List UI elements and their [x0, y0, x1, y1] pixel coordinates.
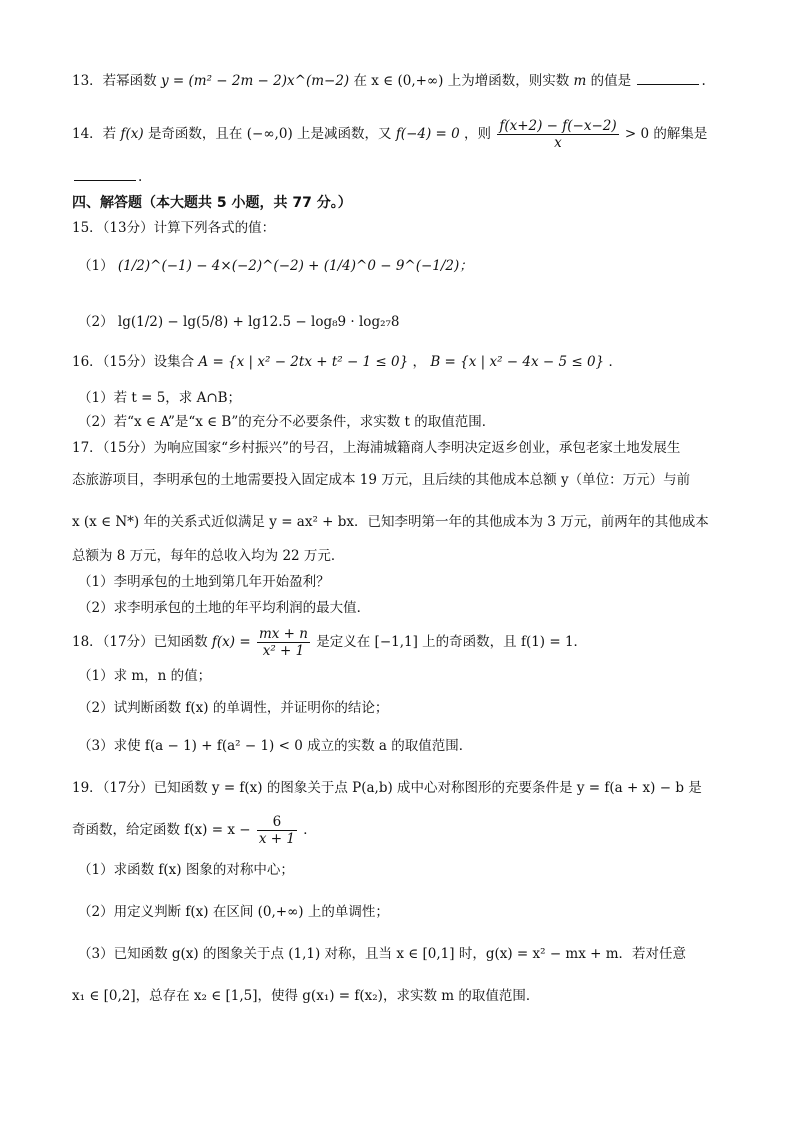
q16-setB: B = {x | x² − 4x − 5 ≤ 0}	[430, 354, 605, 370]
q14-ineq: > 0	[624, 126, 650, 143]
q13-var: m	[573, 73, 587, 89]
q13-prefix: 13．若幂函数	[72, 73, 157, 89]
q19-part2: （2）用定义判断 f(x) 在区间 (0,+∞) 上的单调性；	[78, 904, 389, 920]
q17-part1: （1）李明承包的土地到第几年开始盈利？	[78, 574, 330, 590]
q13-tail: 的值是	[590, 73, 632, 89]
q17-part2: （2）求李明承包的土地的年平均利润的最大值．	[78, 600, 371, 616]
q16-head-line	[72, 354, 622, 372]
q17-line3: x (x ∈ N*) 年的关系式近似满足 y = ax² + bx．已知李明第一年的其他成本为 3 万元，前两年的其他成本	[72, 514, 709, 530]
q19-line1: 19．（17分）已知函数 y = f(x) 的图象关于点 P(a,b) 成中心对称图形的充要条件是 y = f(a + x) − b 是	[72, 780, 702, 796]
q18-part3: （3）求使 f(a − 1) + f(a² − 1) < 0 成立的实数 a 的取值范围．	[78, 738, 473, 754]
q14-denominator: x	[554, 135, 562, 152]
q14-numerator: f(x+2) − f(−x−2)	[499, 118, 617, 134]
q16-part1: （1）若 t = 5，求 A∩B；	[78, 390, 242, 406]
q14-tail: 的解集是	[653, 126, 708, 143]
q16-sep: ，	[412, 354, 427, 370]
q13-line	[72, 72, 706, 91]
q19-part3-cont: x₁ ∈ [0,2]，总存在 x₂ ∈ [1,5]，使得 g(x₁) = f(x₂)，求实数 m 的取值范围．	[72, 988, 540, 1004]
q14-interval: (−∞,0)	[246, 126, 293, 143]
q14-text1: 是奇函数，且在	[147, 126, 243, 143]
q18-denominator: x² + 1	[262, 643, 305, 660]
q14-prefix: 14．若	[72, 126, 117, 143]
q14-fraction	[497, 118, 618, 151]
q17-line4: 总额为 8 万元，每年的总收入均为 22 万元．	[72, 548, 345, 564]
q16-head: 16．（15分）设集合	[72, 354, 195, 370]
q15-head: 15．（13分）计算下列各式的值：	[72, 220, 276, 236]
q19-part3: （3）已知函数 g(x) 的图象关于点 (1,1) 对称，且当 x ∈ [0,1] 时，g(x) = x² − mx + m．若对任意	[78, 946, 687, 962]
q15-part2	[78, 314, 400, 332]
q18-tail: 是定义在 [−1,1] 上的奇函数，且 f(1) = 1．	[316, 634, 588, 651]
q19-l2a: 奇函数，给定函数 f(x) = x −	[72, 822, 251, 839]
q14-cond: f(−4) = 0	[395, 126, 460, 143]
q14-period: .	[138, 169, 143, 185]
q17-line2: 态旅游项目，李明承包的土地需要投入固定成本 19 万元，且后续的其他成本总额 y（单位：万元）与前	[72, 472, 691, 488]
q16-end: ．	[608, 354, 622, 370]
q19-denominator: x + 1	[258, 831, 295, 848]
q13-mid: 在 x ∈ (0,+∞) 上为增函数，则实数	[353, 73, 570, 89]
q14-line	[72, 118, 707, 151]
q15-p1-expr: (1/2)^(−1) − 4×(−2)^(−2) + (1/4)^0 − 9^(−1/2)；	[117, 258, 473, 274]
q16-setA: A = {x | x² − 2tx + t² − 1 ≤ 0}	[198, 354, 409, 370]
q17-line1: 17．（15分）为响应国家“乡村振兴”的号召，上海浦城籍商人李明决定返乡创业，承包老家土地发展生	[72, 440, 681, 456]
q14-text3: ，则	[464, 126, 492, 143]
q13-period: .	[701, 73, 706, 89]
q14-text2: 上是减函数，又	[297, 126, 392, 143]
q18-head: 18．（17分）已知函数	[72, 634, 208, 651]
q19-l2b: ．	[303, 822, 317, 839]
q18-fraction	[257, 626, 310, 659]
q15-part1	[78, 258, 473, 276]
q18-numerator: mx + n	[258, 626, 308, 642]
q14-answer-blank[interactable]	[74, 168, 136, 181]
q18-head-line	[72, 626, 587, 659]
q15-p2-expr: lg(1/2) − lg(5/8) + lg12.5 − log₈9 · log₂₇8	[117, 314, 400, 330]
q14-blank-line	[72, 168, 142, 187]
q13-answer-blank[interactable]	[637, 72, 699, 85]
q15-p1-label: （1）	[78, 258, 114, 274]
q15-p2-label: （2）	[78, 314, 114, 330]
q19-line2	[72, 814, 317, 847]
q19-fraction	[257, 814, 297, 847]
q19-numerator: 6	[257, 814, 297, 831]
q18-part1: （1）求 m，n 的值；	[78, 668, 212, 684]
q13-formula: y = (m² − 2m − 2)x^(m−2)	[160, 73, 350, 89]
q16-part2: （2）若“x ∈ A”是“x ∈ B”的充分不必要条件，求实数 t 的取值范围．	[78, 414, 496, 430]
q14-f1: f(x)	[120, 126, 144, 143]
section-title: 四、解答题（本大题共 5 小题，共 77 分。）	[72, 195, 352, 211]
q18-part2: （2）试判断函数 f(x) 的单调性，并证明你的结论；	[78, 700, 389, 716]
q18-fx: f(x) =	[211, 634, 251, 651]
q19-part1: （1）求函数 f(x) 图象的对称中心；	[78, 862, 294, 878]
